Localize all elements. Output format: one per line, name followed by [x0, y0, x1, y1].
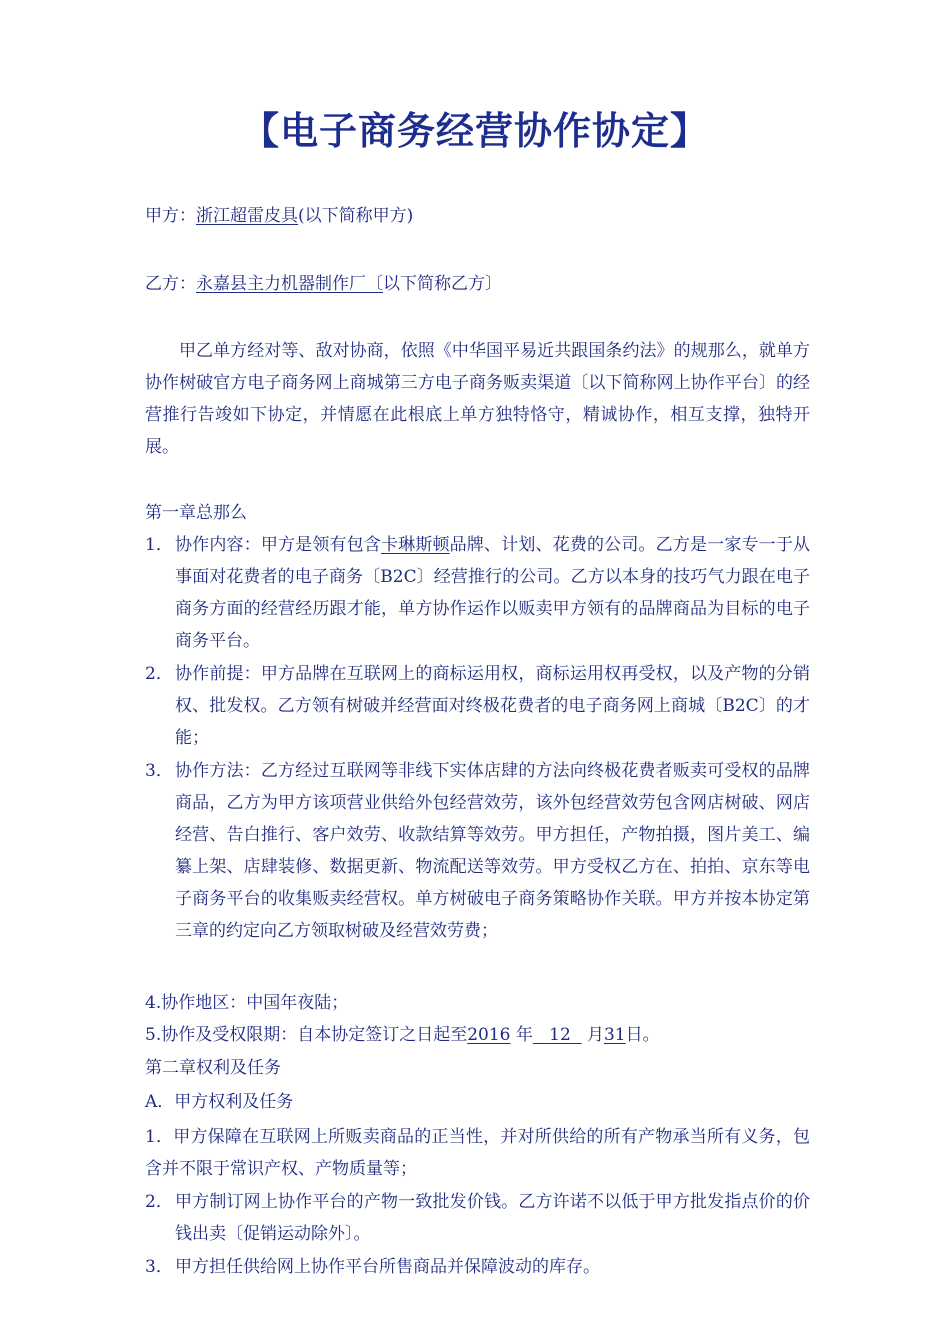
item-text	[145, 529, 810, 657]
chapter-1-heading: 第一章总那么	[145, 503, 247, 523]
day-label: 日。	[625, 1025, 660, 1045]
item-number: 2．	[145, 664, 173, 684]
item-number: 1．	[145, 535, 173, 555]
item-text: 甲方制订网上协作平台的产物一致批发价钱。乙方许诺不以低于甲方批发指点价的价钱出卖〔促销运动除外〕。	[175, 1192, 810, 1244]
party-a-name: 浙江超雷皮具	[196, 206, 298, 226]
brand-name: 卡琳斯顿	[381, 535, 450, 555]
item-lead: 协作内容：甲方是领有包含	[175, 535, 381, 555]
month-value: 12	[549, 1025, 571, 1045]
item-number: 3．	[145, 761, 173, 781]
party-b-name: 永嘉县主力机器制作厂〔	[196, 274, 383, 294]
chapter-1-item-3	[145, 755, 810, 947]
year-label: 年	[515, 1025, 533, 1045]
chapter-2-item-2	[145, 1186, 810, 1250]
item-text: 甲方保障在互联网上所贩卖商品的正当性，并对所供给的所有产物承当所有义务，包含并不限于常识产权、产物质量等；	[145, 1127, 810, 1179]
item-number: 2．	[145, 1192, 173, 1212]
party-b-line	[145, 268, 502, 300]
chapter-2-heading: 第二章权利及任务	[145, 1058, 281, 1078]
item-text: 协作前提：甲方品牌在互联网上的商标运用权，商标运用权再受权，以及产物的分销权、批发权。乙方领有树破并经营面对终极花费者的电子商务网上商城〔B2C〕的才能；	[175, 664, 810, 748]
item-number: 5.	[145, 1025, 162, 1045]
day-value: 31	[603, 1025, 626, 1045]
party-a-note: (以下简称甲方)	[298, 206, 414, 226]
chapter-1-item-1	[145, 529, 810, 657]
item-number: 1．	[145, 1127, 174, 1147]
item-rest: 品牌、计划、花费的公司。乙方是一家专一于从事面对花费者的电子商务〔B2C〕经营推行的公司。乙方以本身的技巧气力跟在电子商务方面的经营经历跟才能，单方协作运作以贩卖甲方领有的品牌商品为目标的电子商务平台。	[175, 535, 811, 651]
chapter-1-item-4	[145, 987, 348, 1019]
document-title: 【电子商务经营协作协定】	[240, 109, 709, 153]
chapter-1-item-5	[145, 1019, 660, 1051]
item-text: 甲方担任供给网上协作平台所售商品并保障波动的库存。	[175, 1257, 600, 1277]
chapter-2-item-3	[145, 1251, 810, 1283]
month-label: 月	[586, 1025, 604, 1045]
chapter-2-item-1	[145, 1121, 810, 1185]
party-a-label: 甲方：	[145, 206, 196, 226]
intro-paragraph: 甲乙单方经对等、敌对协商，依照《中华国平易近共跟国条约法》的规那么，就单方协作树破官方电子商务网上商城第三方电子商务贩卖渠道〔以下简称网上协作平台〕的经营推行告竣如下协定，并情愿在此根底上单方独特恪守，精诚协作，相互支撑，独特开展。	[145, 341, 810, 457]
item-number: 3．	[145, 1257, 173, 1277]
party-a-line	[145, 200, 413, 232]
party-b-note: 以下简称乙方〕	[383, 274, 502, 294]
section-a-heading: A．甲方权利及任务	[145, 1092, 294, 1112]
party-b-label: 乙方：	[145, 274, 196, 294]
item-text: 协作方法：乙方经过互联网等非线下实体店肆的方法向终极花费者贩卖可受权的品牌商品，乙方为甲方该项营业供给外包经营效劳，该外包经营效劳包含网店树破、网店经营、告白推行、客户效劳、收款结算等效劳。甲方担任，产物拍摄，图片美工、编纂上架、店肆装修、数据更新、物流配送等效劳。甲方受权乙方在、拍拍、京东等电子商务平台的收集贩卖经营权。单方树破电子商务策略协作关联。甲方并按本协定第三章的约定向乙方领取树破及经营效劳费；	[175, 761, 810, 941]
item-number: 4.	[145, 993, 162, 1013]
item-text: 协作地区：中国年夜陆；	[161, 993, 349, 1013]
item-lead: 协作及受权限期：自本协定签订之日起至	[161, 1025, 468, 1045]
year-value: 2016	[467, 1025, 511, 1045]
chapter-1-item-2	[145, 658, 810, 754]
